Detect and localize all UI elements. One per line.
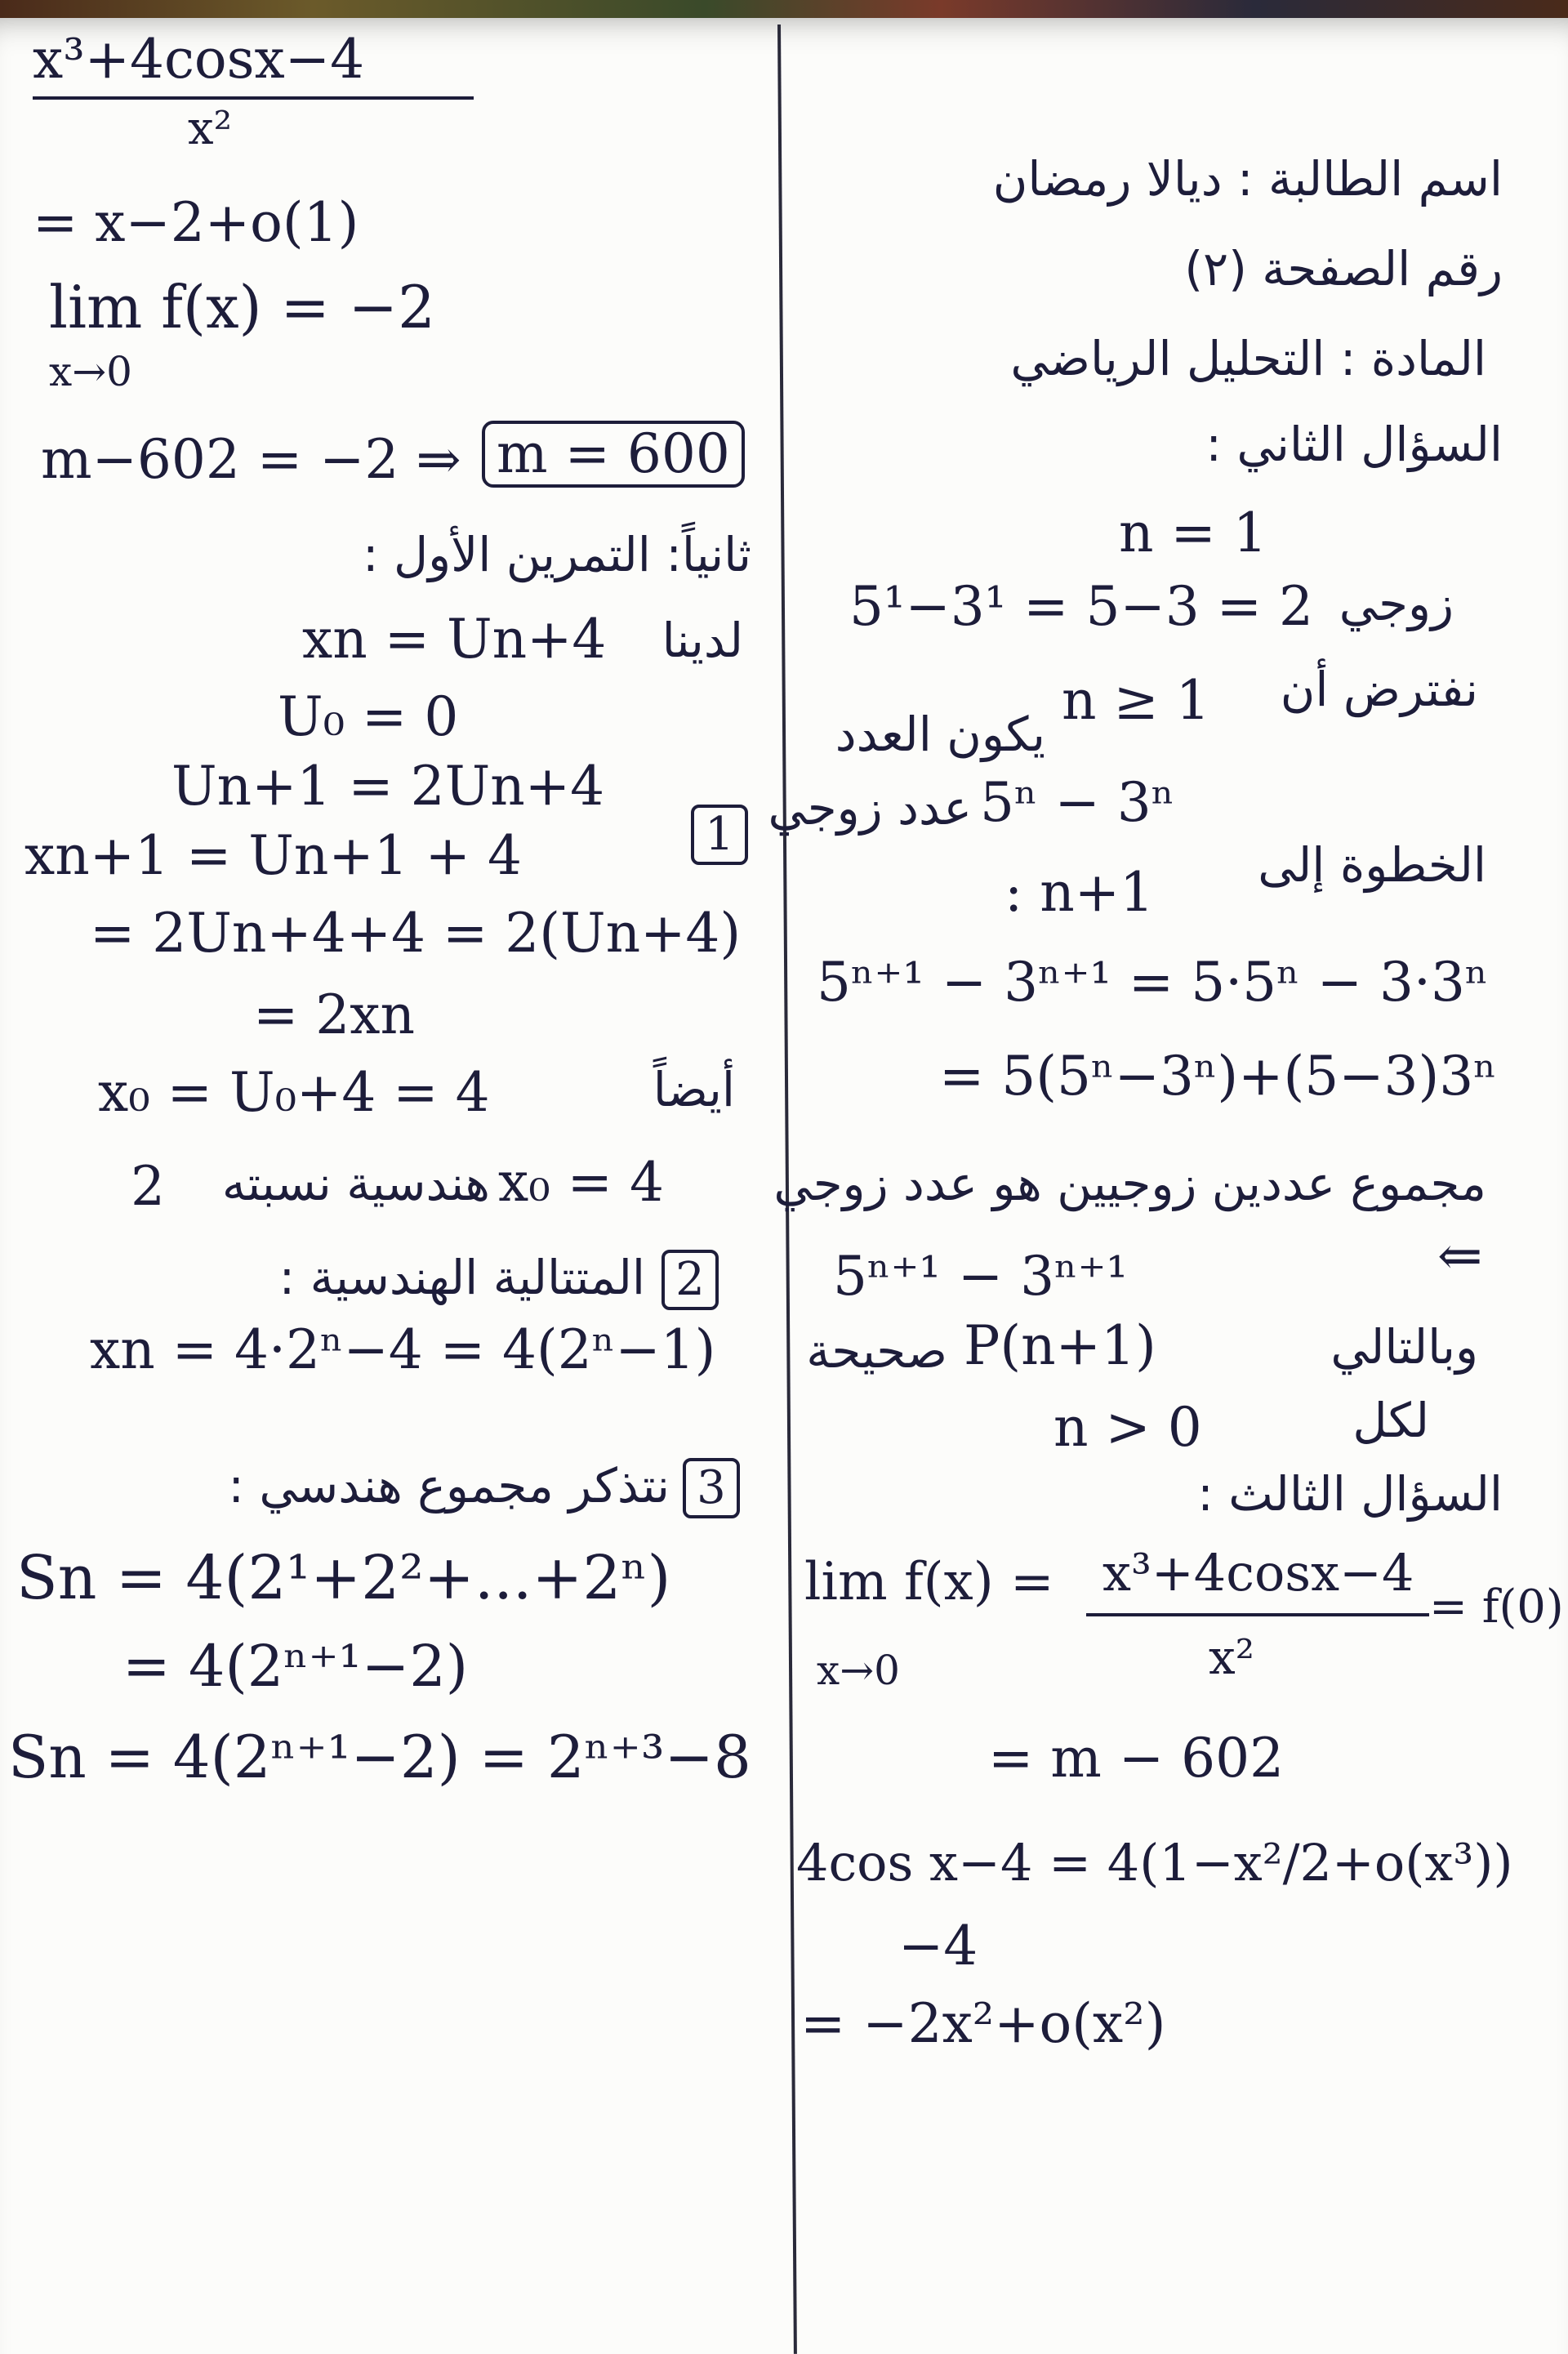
assumption-n: n ≥ 1 [1062,669,1210,732]
xn-plus-1-line: xn+1 = Un+1 + 4 [24,824,522,887]
derivation-line: = 2Un+4+4 = 2(Un+4) [90,902,742,965]
geometric-sequence-label: المتتالية الهندسية : [278,1250,645,1305]
base-case-n: n = 1 [1119,502,1267,564]
xn-closed-form: xn = 4·2ⁿ−4 = 4(2ⁿ−1) [90,1318,716,1381]
subject-line: المادة : التحليل الرياضي [1010,331,1486,386]
boxed-answer: m = 600 [482,421,745,488]
limit-fraction-numerator: x³+4cosx−4 [1102,1543,1414,1603]
limit-fraction-denominator: x² [1209,1630,1254,1685]
step-n-plus-1: : n+1 [1004,861,1155,924]
page-number-line: رقم الصفحة (٢) [1184,241,1503,296]
taylor-minus-4: −4 [898,1915,978,1977]
induction-step-line-1: 5ⁿ⁺¹ − 3ⁿ⁺¹ = 5·5ⁿ − 3·3ⁿ [817,951,1489,1014]
limit-expression: lim f(x) = [804,1552,1054,1612]
m-minus-602: = m − 602 [988,1727,1285,1790]
for-all-label: لكل [1352,1393,1429,1448]
taylor-result: = −2x²+o(x²) [800,1992,1166,2055]
ratio-value: 2 [131,1155,165,1218]
fraction-denominator: x² [188,102,233,155]
fraction-bar [33,96,474,100]
x0-line: x₀ = U₀+4 = 4 [98,1061,490,1124]
implies-arrow: ⇐ [1437,1224,1483,1287]
limit-right-subscript: x→0 [817,1647,900,1694]
limit-line: lim f(x) = −2 [49,273,435,341]
even-label: زوجي [1339,576,1454,631]
base-case-equation: 5¹−3¹ = 5−3 = 2 [849,575,1313,638]
induction-step-line-2: = 5(5ⁿ−3ⁿ)+(5−3)3ⁿ [939,1045,1497,1108]
geometric-sum-label: نتذكر مجموع هندسي : [228,1458,670,1514]
number-is-label: يكون العدد [835,707,1045,762]
exercise-title: ثانياً: التمرين الأول : [363,527,751,582]
true-label: صحيحة [806,1323,947,1379]
item-number-2: 2 [662,1250,719,1310]
equation-m: m−602 = −2 ⇒ [41,428,461,491]
proposition-p: P(n+1) [964,1314,1156,1377]
conclusion-expression: 5ⁿ⁺¹ − 3ⁿ⁺¹ [833,1245,1128,1308]
sum-line-2: = 4(2ⁿ⁺¹−2) [122,1633,469,1700]
limit-subscript: x→0 [49,348,132,395]
aydan-label: أيضاً [653,1062,735,1117]
induction-hypothesis: 5ⁿ − 3ⁿ [980,771,1175,834]
step-label: الخطوة إلى [1258,837,1486,893]
sum-of-evens-label: مجموع عددين زوجيين هو عدد زوجي [773,1156,1486,1211]
assume-label: نفترض أن [1280,662,1478,717]
u0-value: U₀ = 0 [278,685,459,748]
item-number-1: 1 [691,805,748,865]
even-number-label: عدد زوجي [768,780,972,836]
fraction-numerator: x³+4cosx−4 [33,28,365,91]
geometric-ratio-label: هندسية نسبته [221,1156,490,1211]
ratio-line: = 2xn [253,983,415,1046]
taylor-expansion-line: 4cos x−4 = 4(1−x²/2+o(x³)) [796,1833,1513,1893]
question-three-title: السؤال الثالث : [1197,1466,1503,1522]
xn-definition: xn = Un+4 [302,608,607,671]
sum-line-3: Sn = 4(2ⁿ⁺¹−2) = 2ⁿ⁺³−8 [8,1723,751,1791]
f-zero-label: = f(0) [1429,1580,1564,1634]
expansion-line: = x−2+o(1) [33,191,359,254]
question-two-title: السؤال الثاني : [1205,417,1503,472]
item-number-3: 3 [683,1458,740,1518]
therefore-label: وبالتالي [1330,1319,1478,1375]
limit-fraction-bar [1086,1613,1429,1616]
sum-line-1: Sn = 4(2¹+2²+...+2ⁿ) [16,1543,671,1613]
x0-value: x₀ = 4 [498,1151,664,1214]
n-greater-zero: n > 0 [1054,1396,1202,1459]
student-name-line: اسم الطالبة : ديالا رمضان [992,151,1503,207]
ladina-label: لدينا [662,613,743,668]
recurrence-line: Un+1 = 2Un+4 [172,755,605,818]
